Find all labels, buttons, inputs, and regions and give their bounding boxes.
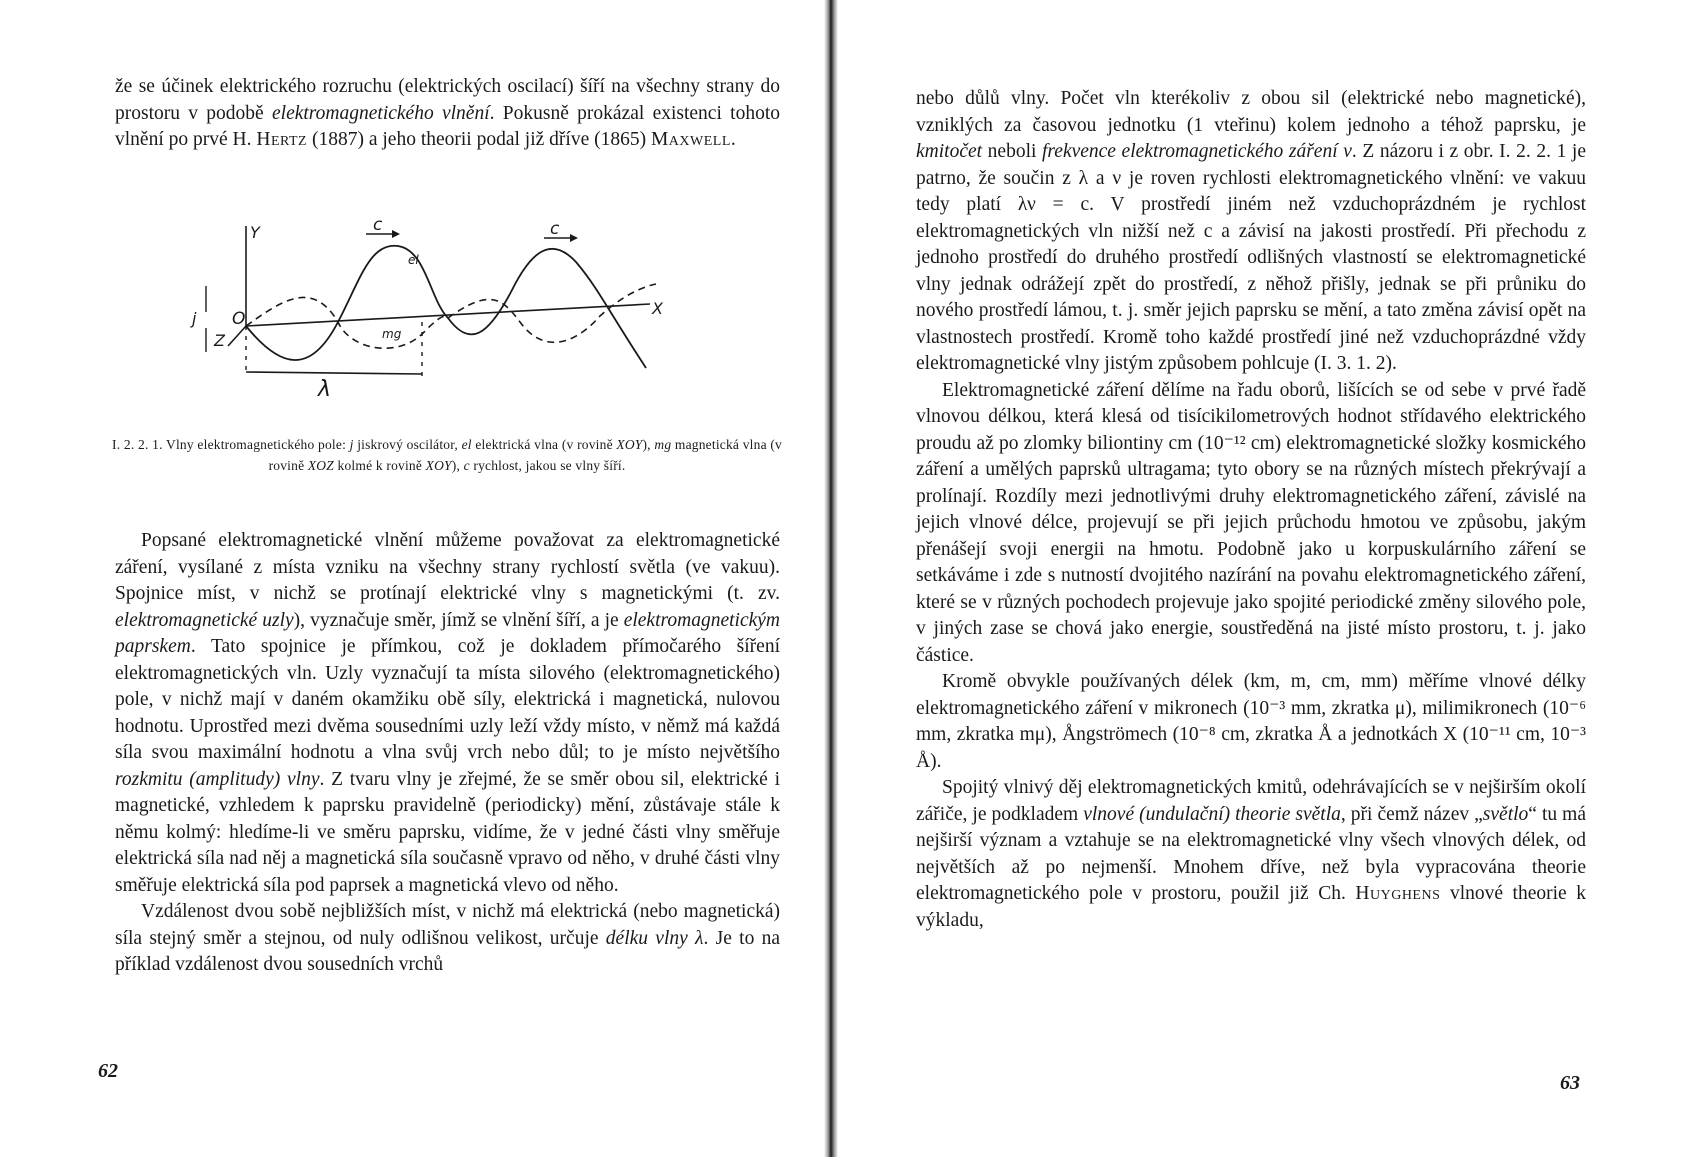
page-number-right: 63 — [1560, 1072, 1580, 1094]
text-run: Vzdálenost dvou sobě nejbližších míst, v nichž má elektrická (nebo magnetická) síla stejný směr a stejnou, od nuly odlišnou velikost, určuje — [115, 901, 780, 949]
paragraph-wavelength — [115, 899, 780, 979]
text-run: Popsané elektromagnetické vlnění můžeme považovat za elektromagnetické záření, vysílané z místa vzniku na všechny strany rychlostí světla (ve vakuu). Spojnice míst, v nichž se protínají elektrické vlny s magnetickými (t. zv. — [115, 530, 780, 604]
left-text-body — [115, 528, 780, 979]
arrow-c2-head — [570, 234, 578, 242]
emphasis: el — [461, 437, 472, 452]
label-c2: c — [550, 219, 560, 239]
author-name: Maxwell — [650, 129, 731, 150]
text-run: . — [730, 129, 736, 150]
paragraph-wave-theory — [916, 775, 1586, 934]
text-run: neboli — [982, 141, 1042, 162]
text-run: ), — [642, 437, 655, 452]
text-run: ), — [451, 458, 464, 473]
paragraph-units: Kromě obvykle používaných délek (km, m, cm, mm) měříme vlnové délky elektromagnetického záření v mikronech (10⁻³ mm, zkratka μ), milimikronech (10⁻⁶ mm, zkratka mμ), Ångströmech (10⁻⁸ cm, zkratka Å a jednotkách X (10⁻¹¹ cm, 10⁻³ Å). — [916, 671, 1586, 772]
text-run: (1887) a jeho theorii podal již dříve (1865) — [307, 129, 651, 150]
emphasis: vlnové (undulační) theorie světla — [1083, 803, 1341, 825]
emphasis: XOZ — [307, 458, 334, 473]
author-name: Hertz — [256, 129, 308, 150]
x-axis — [246, 304, 650, 326]
label-o: O — [232, 309, 246, 329]
text-run: . Z názoru i z obr. I. 2. 2. 1 je patrno, že součin z λ a ν je roven rychlosti elektromagnetického vlnění: ve vakuu tedy platí λν = c. V prostředí jiném než vzduchoprázdném je rychlost elektromagnetických vln nižší než c a závisí na jakosti prostředí. Při přechodu z jednoho prostředí do druhého prostředí odlišných vlastností se elektromagnetické vlny jednak odrážejí zpět do prostředí, z něhož přišly, jednak se při průniku do nového prostředí lámou, t. j. směr jejich paprsku se mění, a tato změna závisí opět na vlastnostech prostředí. Kromě toho každé prostředí jiné než vzduchoprázdné vždy elektromagnetické vlny jistým způsobem pohlcuje (I. 3. 1. 2). — [916, 141, 1586, 374]
text-run: jiskrový oscilátor, — [353, 437, 462, 452]
arrow-c1-head — [392, 230, 400, 238]
text-run: magnetická vlna (v rovině — [268, 437, 783, 473]
paragraph-spectrum: Elektromagnetické záření dělíme na řadu oborů, lišících se od sebe v prvé řadě vlnovou délkou, která klesá od tisícikilometrových hodnot střídavého elektrického proudu až po zlomky biliontiny cm (10⁻¹² cm) elektromagnetické složky kosmického záření a umělých paprsků ultragama; tyto obory se na různých místech překrývají a prolínají. Rozdíly mezi jednotlivými druhy elektromagnetického záření, závislé na jejich vlnové délce, projevují se při jejich průchodu hmotou ve způsobu, jakým přenášejí svoji energii na hmotu. Podobně jako u korpuskulárního záření se setkáváme i zde s nutností dvojitého nazírání na povahu elektromagnetického záření, které se v různých pochodech projevuje jako spojité periodické změny silového pole, v jiných zase se chová jako energie, soustředěná na jisté místo prostoru, t. j. jako částice. — [916, 379, 1586, 666]
wave-diagram — [190, 218, 710, 423]
text-run: elektrická vlna (v rovině — [471, 437, 617, 452]
text-run: “ tu má nejširší význam a vztahuje se na elektromagnetické vlny všech vlnových délek, od největších až po nejmenší. Mnohem dříve, než byla vypracována theorie elektromagnetického pole v prostoru, použil již Ch. — [916, 803, 1586, 904]
magnetic-wave — [246, 284, 656, 348]
emphasis: délku vlny λ — [605, 927, 704, 949]
text-run: . Pokusně prokázal existenci tohoto vlnění po prvé H. — [115, 102, 780, 150]
paragraph-wave-description — [115, 528, 780, 899]
label-lambda: λ — [318, 377, 332, 402]
paragraph-intro — [115, 74, 780, 154]
text-run: nebo důlů vlny. Počet vln kterékoliv z obou sil (elektrické nebo magnetické), vzniklých za časovou jednotku (1 vteřinu) kolem jednoho a téhož paprsku, je — [916, 88, 1586, 136]
book-gutter — [824, 0, 838, 1157]
emphasis: c — [463, 458, 470, 473]
emphasis: kmitočet — [916, 141, 983, 162]
label-y: Y — [250, 223, 260, 242]
label-z: Z — [214, 331, 225, 350]
text-run: vlnové theorie k výkladu, — [916, 883, 1586, 931]
right-page — [838, 0, 1695, 1157]
label-j: j — [192, 309, 197, 328]
lambda-bracket — [246, 372, 422, 374]
left-page — [0, 0, 824, 1157]
emphasis: frekvence elektromagnetického záření ν — [1042, 141, 1352, 162]
text-run: kolmé k rovině — [333, 458, 426, 473]
text-run: . Z tvaru vlny je zřejmé, že se směr obou sil, elektrické i magnetické, vzhledem k paprsku pravidelně (periodicky) mění, zůstávaje stále k němu kolmý: hledíme-li ve směru paprsku, vidíme, že v jedné části vlny směřuje elektrická síla nad něj a magnetická síla současně vpravo od něho, v druhé části vlny směřuje elektrická síla pod paprsek a magnetická vlevo od něho. — [115, 768, 780, 896]
text-run: . Je to na příklad vzdálenost dvou sousedních vrchů — [115, 927, 780, 975]
wave-figure — [190, 218, 710, 423]
left-text-top — [115, 74, 780, 154]
emphasis: rozkmitu (amplitudy) vlny — [115, 768, 320, 790]
paragraph-frequency — [916, 86, 1586, 378]
emphasis: elektromagnetickým paprskem — [115, 609, 780, 657]
text-run: Spojitý vlnivý děj elektromagnetických kmitů, odehrávajících se v nejširším okolí zářiče, je podkladem — [916, 777, 1586, 825]
label-x: X — [652, 299, 663, 318]
label-mg: mg — [382, 327, 402, 341]
page-number-left: 62 — [98, 1060, 118, 1082]
emphasis: j — [349, 437, 354, 452]
z-axis — [228, 326, 246, 346]
author-name: Huyghens — [1355, 883, 1441, 904]
emphasis: XOY — [616, 437, 643, 452]
figure-caption — [112, 434, 782, 476]
emphasis: světlo — [1482, 803, 1529, 825]
label-c1: c — [373, 218, 383, 235]
text-run: rychlost, jakou se vlny šíří. — [469, 458, 626, 473]
text-run: , při čemž název „ — [1340, 803, 1483, 825]
emphasis: elektromagnetického vlnění — [272, 102, 490, 124]
emphasis: XOY — [425, 458, 452, 473]
text-run: ), vyznačuje směr, jímž se vlnění šíří, a je — [293, 609, 624, 631]
text-run: . Tato spojnice je přímkou, což je dokladem přímočarého šíření elektromagnetických vln. Uzly vyznačují ta místa silového (elektromagnetického) pole, v nichž mají v daném okamžiku obě síly, elektrická i magnetická, nulovou hodnotu. Uprostřed mezi dvěma sousedními uzly leží vždy místo, v němž má každá síla svou maximální hodnotu a vlna svůj vrch nebo důl; to je místo největšího — [115, 636, 780, 763]
emphasis: elektromagnetické uzly — [115, 609, 294, 631]
text-run: I. 2. 2. 1. Vlny elektromagnetického pole: — [112, 437, 350, 452]
emphasis: mg — [654, 437, 672, 452]
text-run: že se účinek elektrického rozruchu (elektrických oscilací) šíří na všechny strany do prostoru v podobě — [115, 76, 780, 124]
right-text — [916, 86, 1586, 934]
label-el: el — [408, 253, 419, 267]
